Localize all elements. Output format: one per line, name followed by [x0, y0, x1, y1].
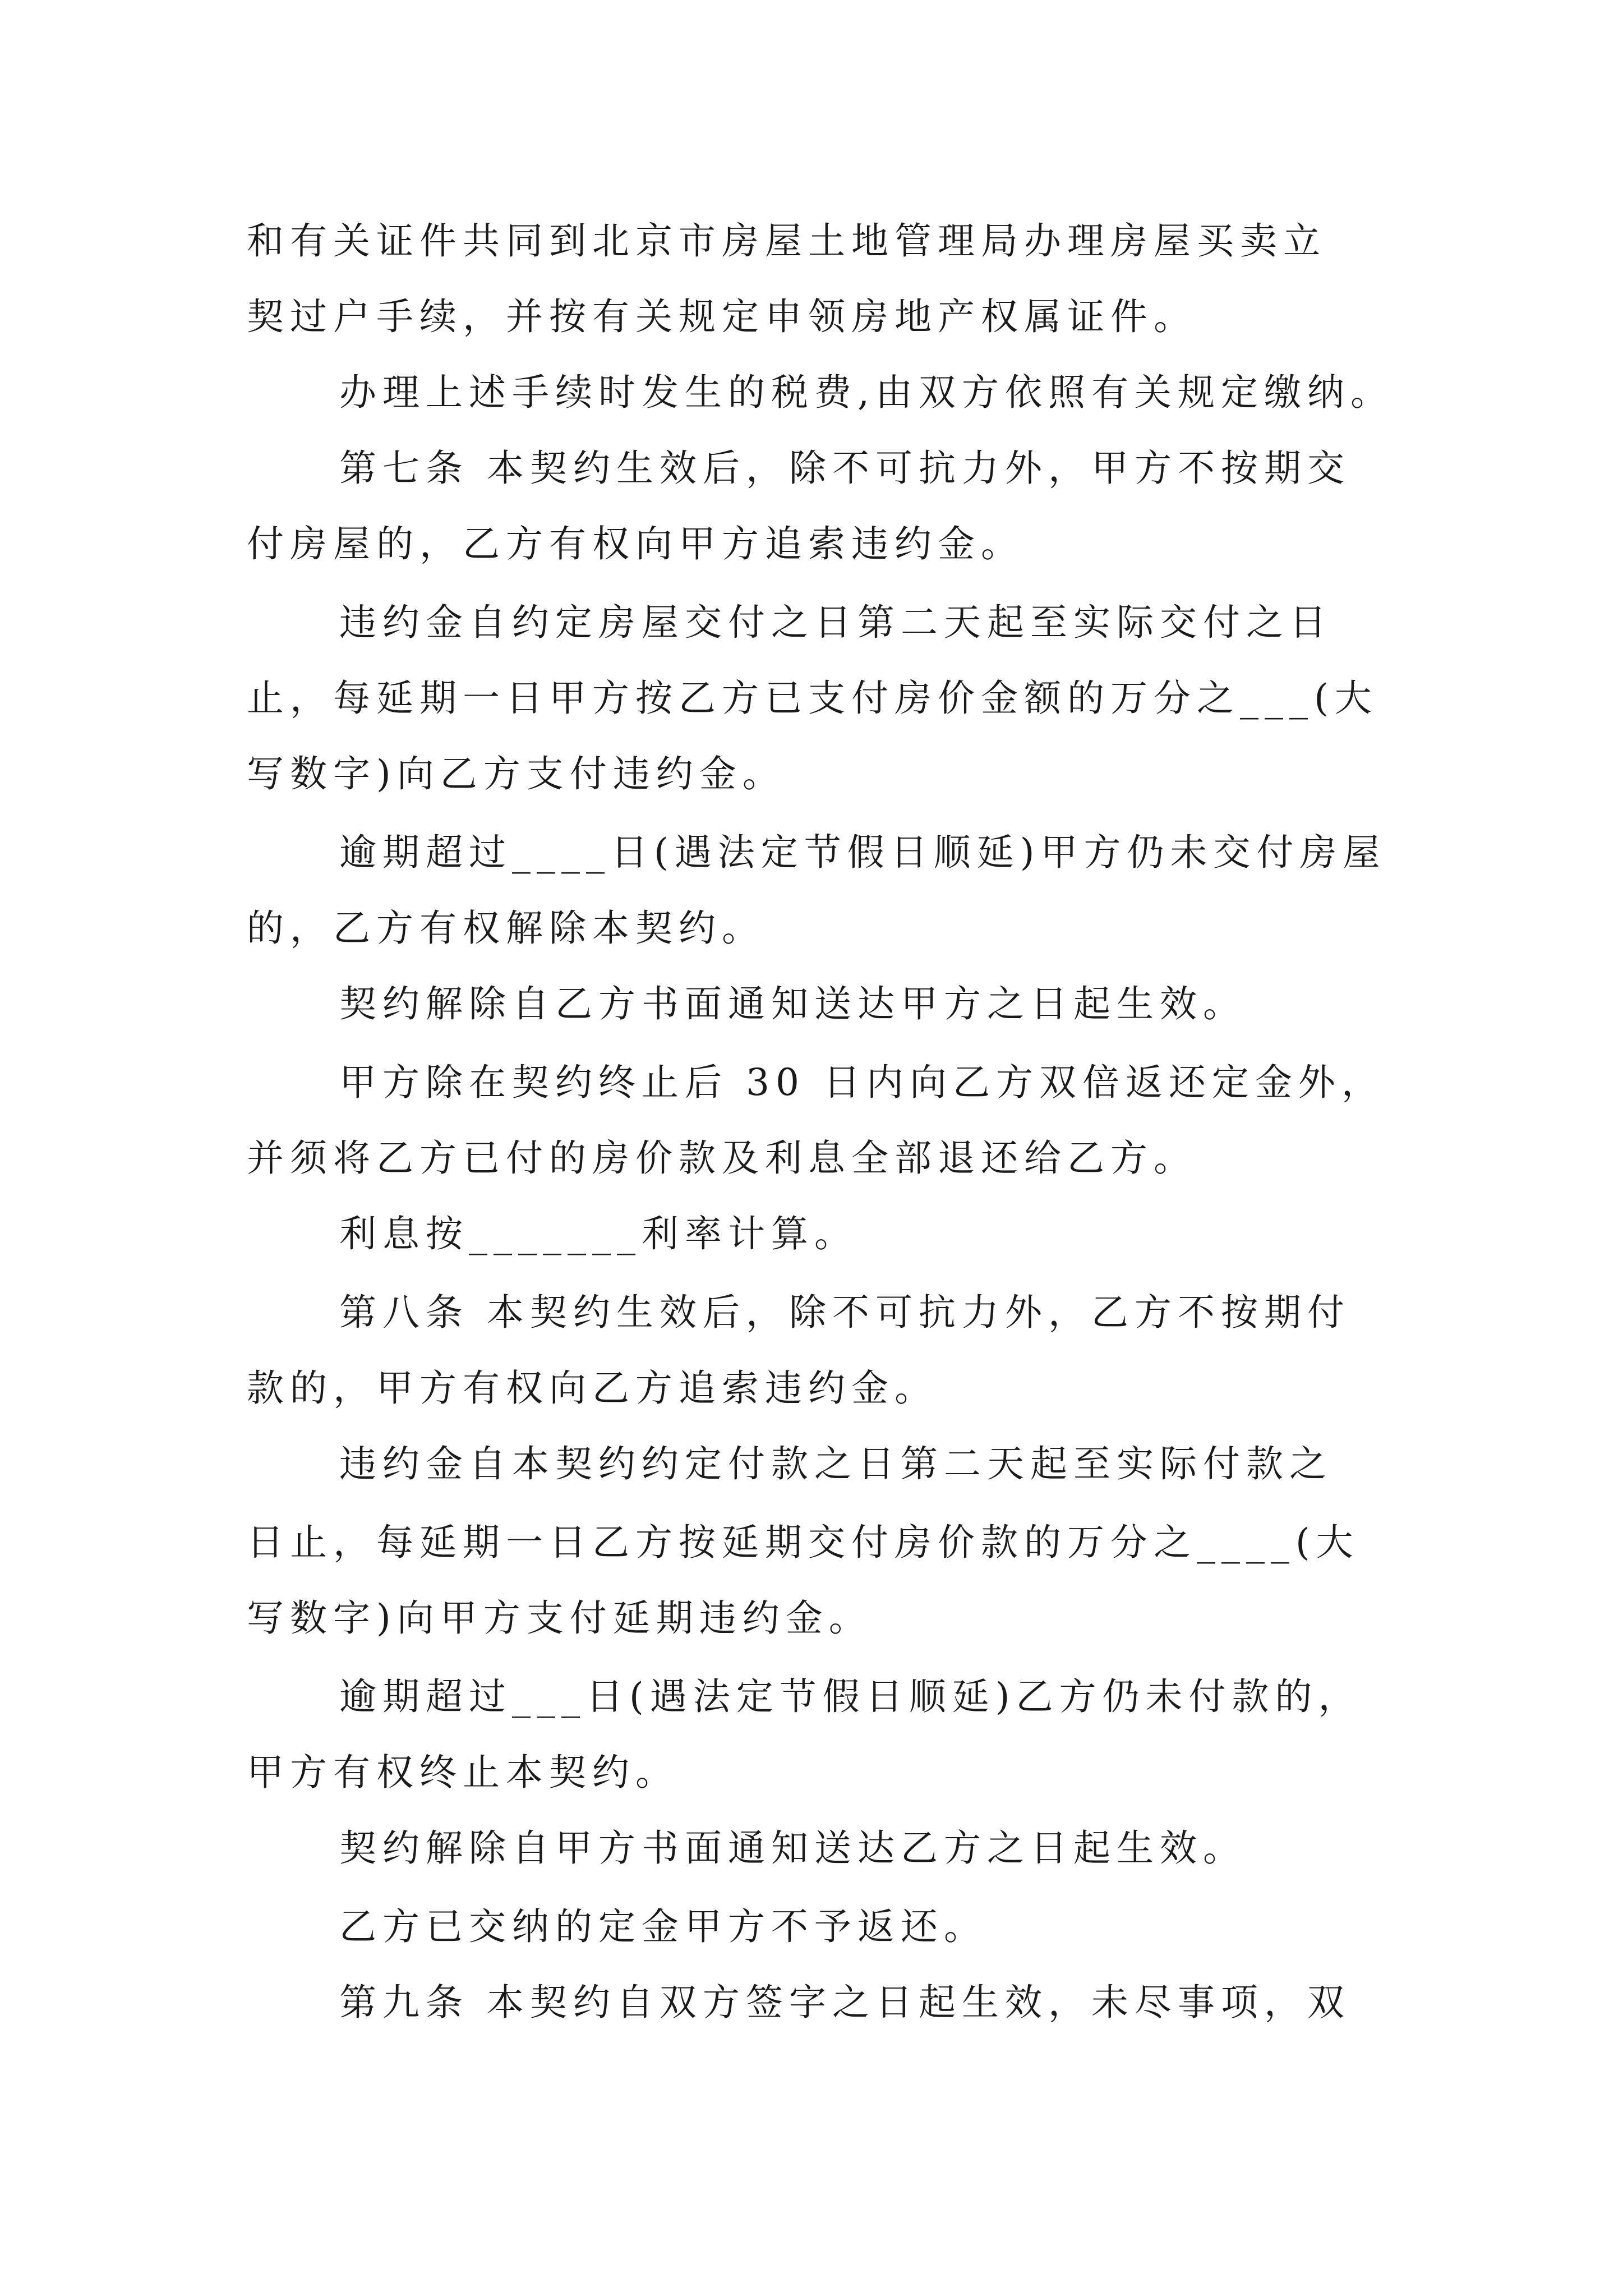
- text-line: 乙方已交纳的定金甲方不予返还。: [339, 1905, 987, 1948]
- text-line: 逾期超过___日(遇法定节假日顺延)乙方仍未付款的，: [339, 1675, 1362, 1718]
- text-line: 违约金自本契约约定付款之日第二天起至实际付款之: [339, 1442, 1332, 1485]
- text-line: 契过户手续，并按有关规定申领房地产权属证件。: [247, 295, 1197, 338]
- text-line: 付房屋的，乙方有权向甲方追索违约金。: [247, 522, 1024, 565]
- text-line: 款的，甲方有权向乙方追索违约金。: [247, 1366, 938, 1410]
- text-line: 违约金自约定房屋交付之日第二天起至实际交付之日: [339, 601, 1332, 644]
- text-line: 的，乙方有权解除本契约。: [247, 907, 765, 950]
- text-line: 契约解除自乙方书面通知送达甲方之日起生效。: [339, 982, 1246, 1025]
- text-line: 逾期超过____日(遇法定节假日顺延)甲方仍未交付房屋: [339, 831, 1386, 874]
- text-line: 写数字)向甲方支付延期违约金。: [247, 1596, 872, 1640]
- text-line: 甲方除在契约终止后 30 日内向乙方双倍返还定金外，: [339, 1061, 1385, 1104]
- text-line: 第九条 本契约自双方签字之日起生效，未尽事项，双: [339, 1981, 1350, 2024]
- text-line: 契约解除自甲方书面通知送达乙方之日起生效。: [339, 1826, 1246, 1870]
- text-line: 并须将乙方已付的房价款及利息全部退还给乙方。: [247, 1137, 1197, 1180]
- text-line: 利息按_______利率计算。: [339, 1212, 857, 1255]
- text-line: 日止，每延期一日乙方按延期交付房价款的万分之____(大: [247, 1521, 1359, 1564]
- text-line: 止，每延期一日甲方按乙方已支付房价金额的万分之___(大: [247, 677, 1378, 720]
- text-line: 和有关证件共同到北京市房屋土地管理局办理房屋买卖立: [247, 219, 1326, 263]
- text-line: 甲方有权终止本契约。: [247, 1751, 679, 1794]
- text-line: 写数字)向乙方支付违约金。: [247, 752, 786, 795]
- text-line: 第八条 本契约生效后，除不可抗力外，乙方不按期付: [339, 1291, 1350, 1334]
- text-line: 第七条 本契约生效后，除不可抗力外，甲方不按期交: [339, 447, 1350, 490]
- text-line: 办理上述手续时发生的税费,由双方依照有关规定缴纳。: [339, 371, 1394, 414]
